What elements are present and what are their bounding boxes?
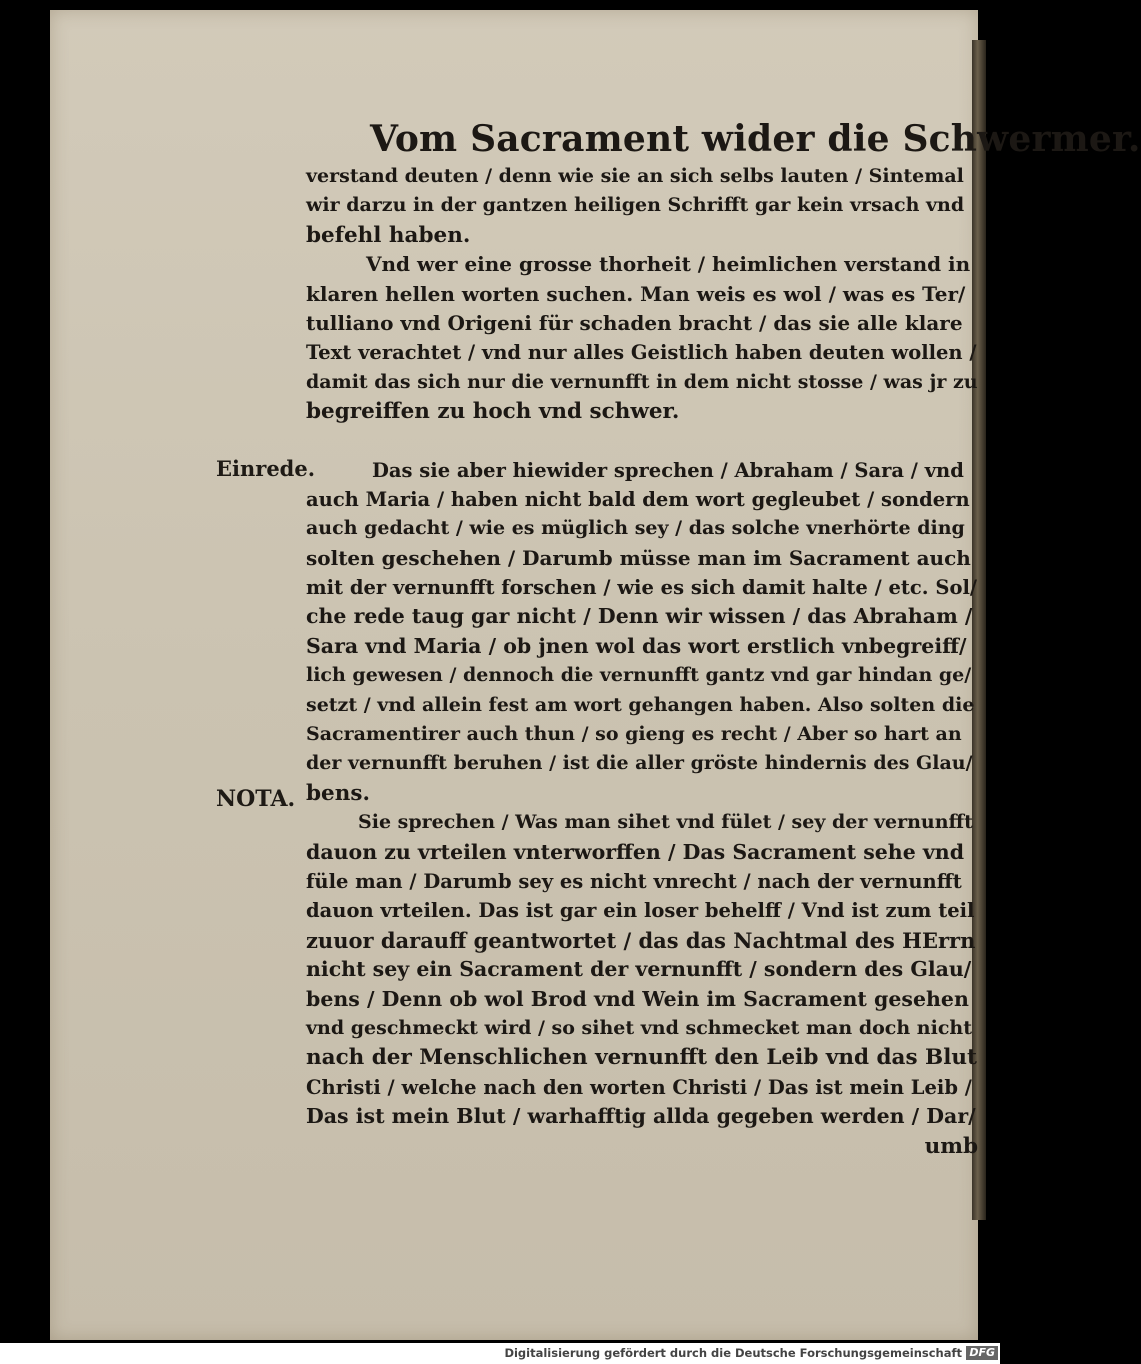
text-line: Text verachtet / vnd nur alles Geistlich haben deuten wollen /	[306, 341, 977, 365]
margin-note-einrede: Einrede.	[216, 456, 316, 481]
text-line: nicht sey ein Sacrament der vernunfft / sondern des Glau/	[306, 957, 972, 982]
text-line: Sacramentirer auch thun / so gieng es recht / Aber so hart an	[306, 723, 962, 746]
text-line: lich gewesen / dennoch die vernunfft gantz vnd gar hindan ge/	[306, 664, 972, 687]
text-line: wir darzu in der gantzen heiligen Schrifft gar kein vrsach vnd	[306, 194, 965, 217]
text-line: Das sie aber hiewider sprechen / Abraham / Sara / vnd	[372, 458, 964, 482]
text-line: damit das sich nur die vernunfft in dem nicht stosse / was jr zu	[306, 370, 978, 393]
body-text	[306, 162, 978, 1161]
text-line: setzt / vnd allein fest am wort gehangen haben. Also solten die	[306, 693, 975, 716]
text-line: Vnd wer eine grosse thorheit / heimlichen verstand in	[366, 252, 971, 277]
text-line: auch Maria / haben nicht bald dem wort gegleubet / sondern	[306, 487, 970, 511]
text-line: mit der vernunfft forschen / wie es sich damit halte / etc. Sol/	[306, 576, 977, 600]
dfg-logo: DFG	[966, 1346, 998, 1360]
text-line: zuuor darauff geantwortet / das das Nachtmal des HErrn	[306, 927, 976, 953]
text-line: bens.	[306, 780, 370, 806]
text-line: dauon zu vrteilen vnterworffen / Das Sacrament sehe vnd	[306, 839, 965, 864]
margin-note-nota: NOTA.	[216, 786, 296, 812]
text-line: befehl haben.	[306, 222, 471, 248]
text-line: Christi / welche nach den worten Christi / Das ist mein Leib /	[306, 1075, 972, 1099]
text-line: verstand deuten / denn wie sie an sich selbs lauten / Sintemal	[306, 165, 964, 187]
text-line: tulliano vnd Origeni für schaden bracht / das sie alle klare	[306, 310, 963, 335]
text-line: Das ist mein Blut / warhafftig allda gegeben werden / Dar/	[306, 1104, 976, 1129]
text-line: Sara vnd Maria / ob jnen wol das wort erstlich vnbegreiff/	[306, 633, 967, 658]
text-line: Sie sprechen / Was man sihet vnd fület / sey der vernunfft	[358, 811, 973, 834]
text-line: bens / Denn ob wol Brod vnd Wein im Sacrament gesehen	[306, 986, 969, 1011]
text-line: begreiffen zu hoch vnd schwer.	[306, 399, 680, 425]
catchword: umb	[924, 1133, 978, 1159]
text-line: che rede taug gar nicht / Denn wir wissen / das Abraham /	[306, 604, 973, 629]
text-line: solten geschehen / Darumb müsse man im Sacrament auch	[306, 545, 971, 570]
footer-bar	[0, 1343, 1000, 1364]
text-line: der vernunfft beruhen / ist die aller gröste hindernis des Glau/	[306, 752, 973, 775]
running-head: Vom Sacrament wider die Schwermer.	[370, 118, 1141, 160]
text-line: klaren hellen worten suchen. Man weis es wol / was es Ter/	[306, 281, 966, 306]
funding-notice: Digitalisierung gefördert durch die Deutsche Forschungsgemeinschaft	[504, 1346, 962, 1360]
text-line: auch gedacht / wie es müglich sey / das solche vnerhörte ding	[306, 517, 965, 540]
text-line: dauon vrteilen. Das ist gar ein loser behelff / Vnd ist zum teil	[306, 899, 975, 923]
text-line: füle man / Darumb sey es nicht vnrecht / nach der vernunfft	[306, 869, 962, 893]
text-line: vnd geschmeckt wird / so sihet vnd schmecket man doch nicht	[306, 1016, 972, 1039]
text-line: nach der Menschlichen vernunfft den Leib vnd das Blut	[306, 1045, 977, 1071]
